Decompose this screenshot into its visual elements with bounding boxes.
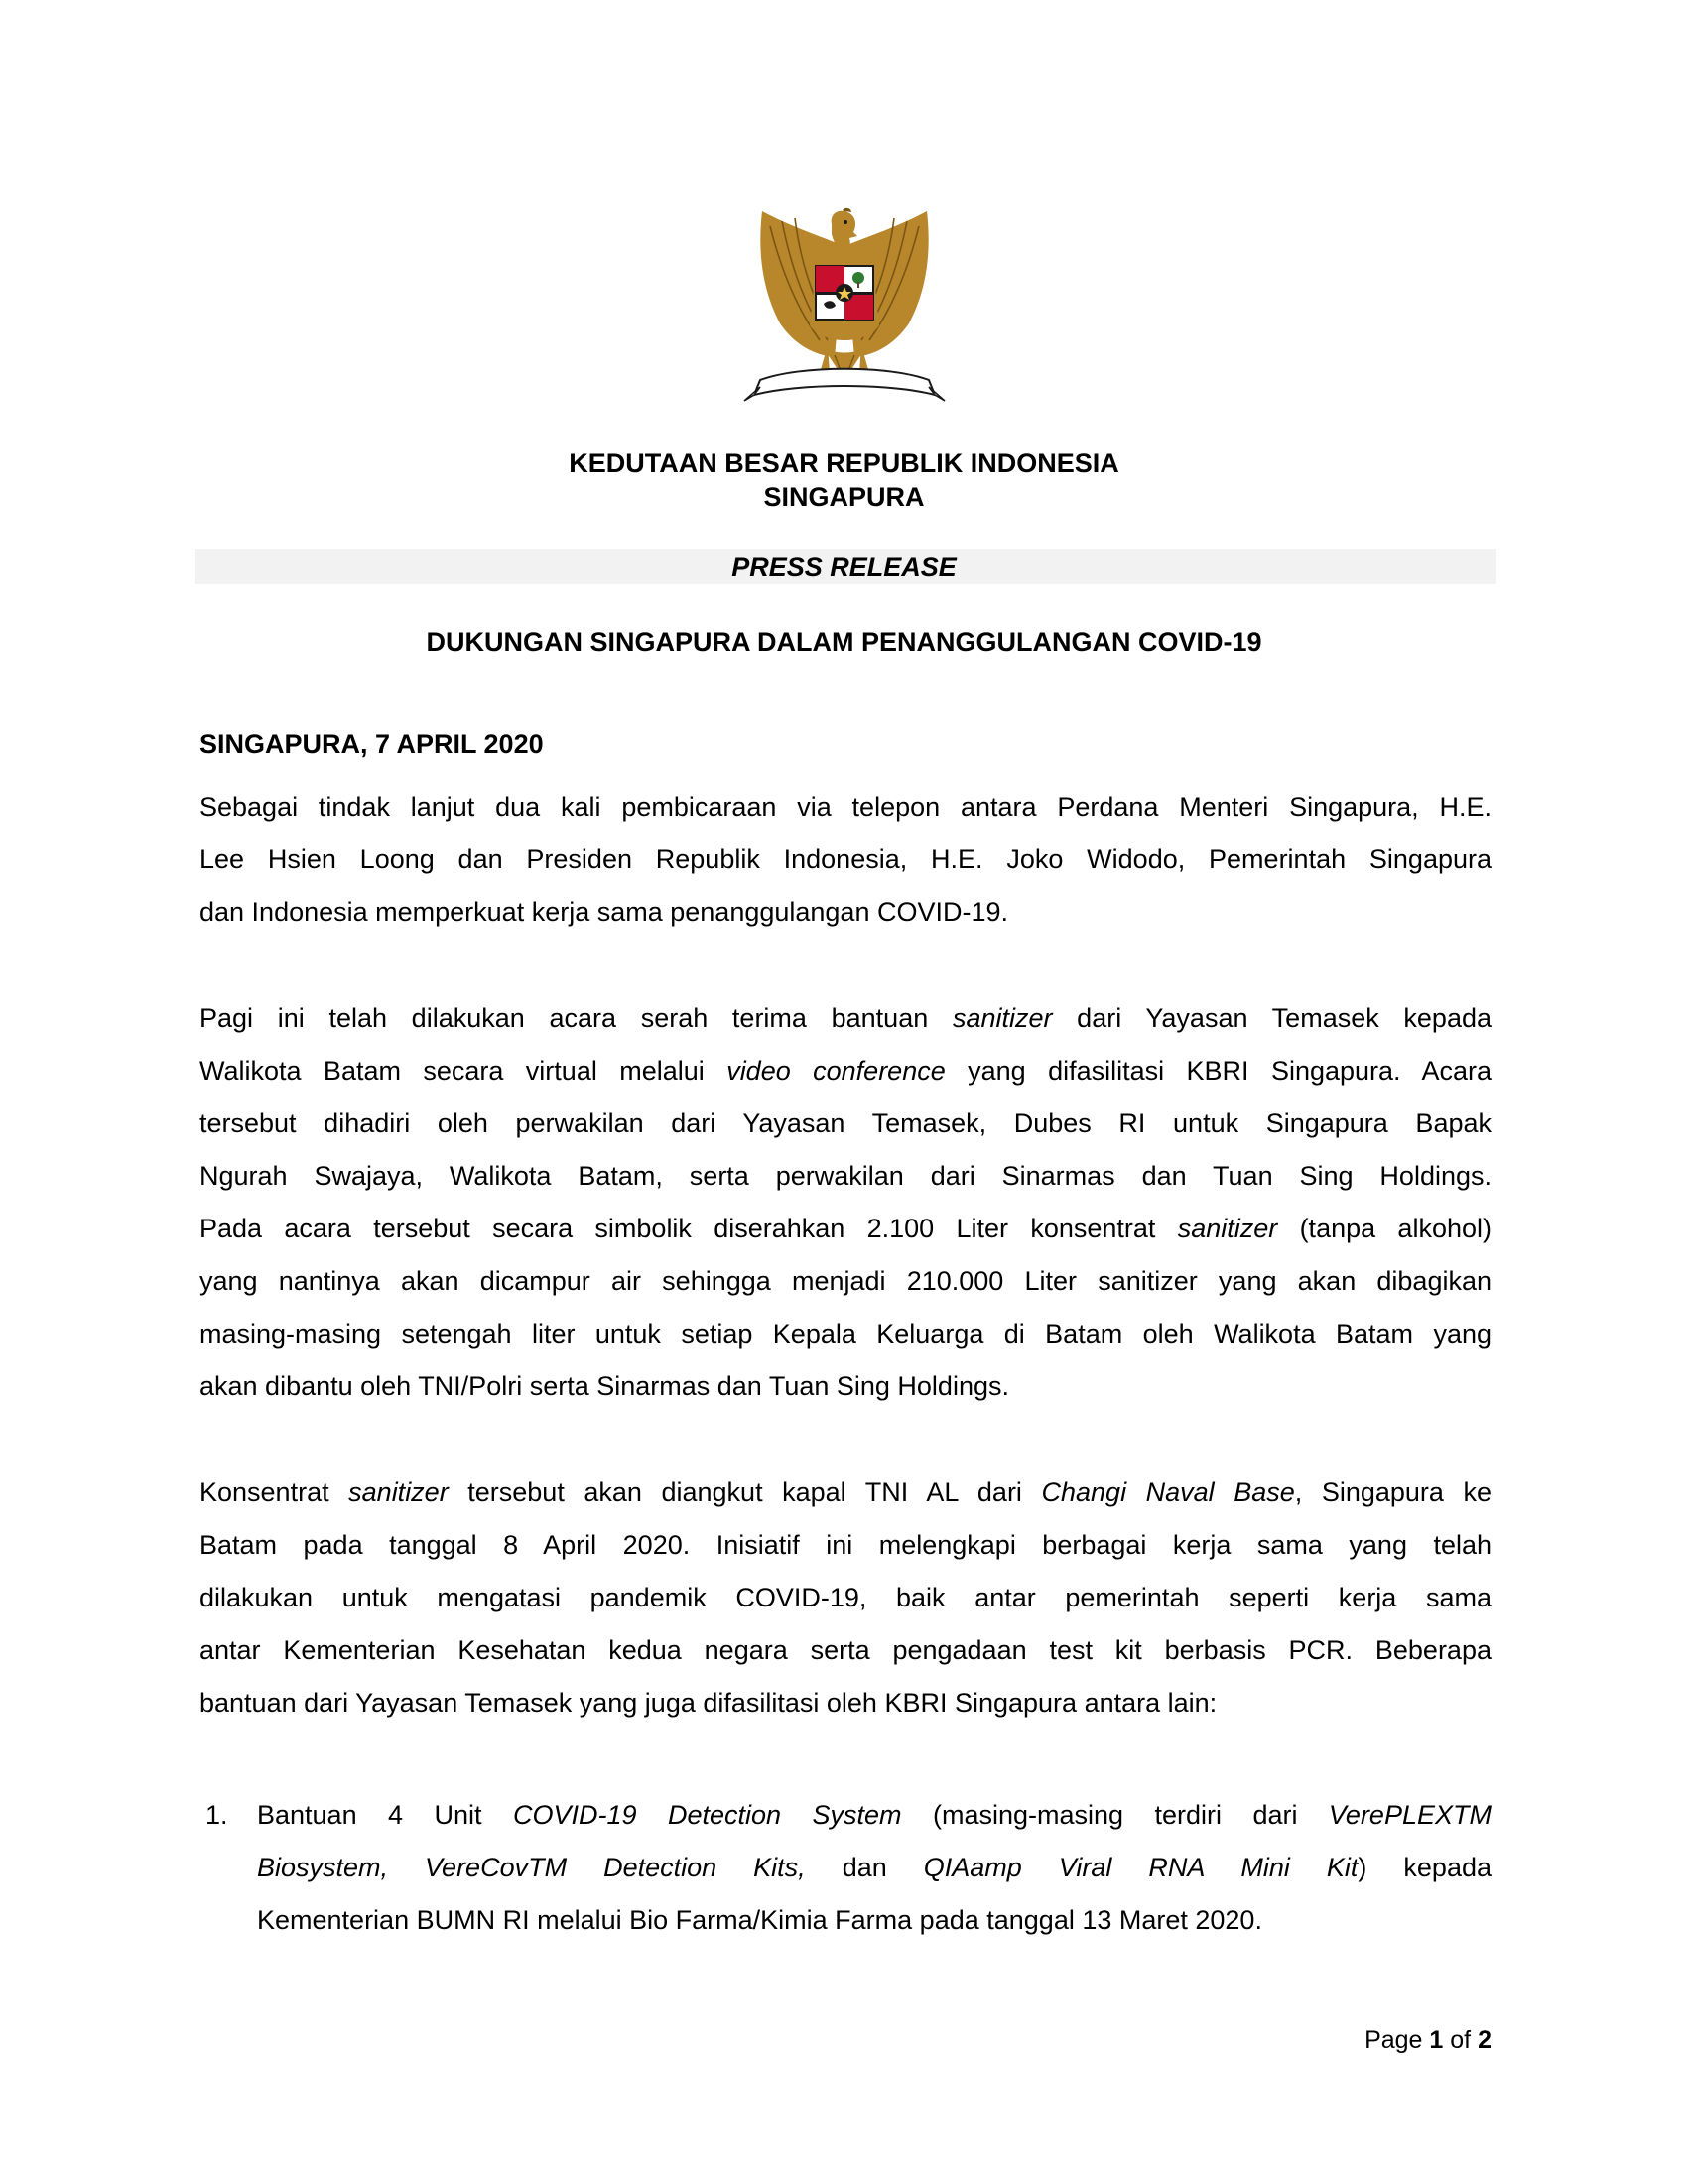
of-word: of: [1450, 2026, 1472, 2054]
text-line: Bantuan 4 Unit COVID-19 Detection System (masing-masing terdiri dari VerePLEXTM: [257, 1800, 1492, 1830]
page-current: 1: [1429, 2026, 1444, 2054]
paragraph-3: [199, 1467, 1492, 1730]
text-line: Kementerian BUMN RI melalui Bio Farma/Kimia Farma pada tanggal 13 Maret 2020.: [257, 1905, 1262, 1935]
page-number: [1364, 2024, 1492, 2056]
garuda-pancasila-emblem-icon: [740, 206, 949, 411]
text-line: masing-masing setengah liter untuk setiap Kepala Keluarga di Batam oleh Walikota Batam yang: [199, 1319, 1492, 1349]
text-line: dilakukan untuk mengatasi pandemik COVID-19, baik antar pemerintah seperti kerja sama: [199, 1583, 1492, 1612]
dateline: SINGAPURA, 7 APRIL 2020: [199, 729, 544, 759]
text-line: Biosystem, VereCovTM Detection Kits, dan QIAamp Viral RNA Mini Kit) kepada: [257, 1853, 1492, 1882]
list-item-text: [257, 1789, 1492, 1947]
text-line: Sebagai tindak lanjut dua kali pembicaraan via telepon antara Perdana Menteri Singapura, H.E.: [199, 792, 1492, 822]
paragraph-2: [199, 992, 1492, 1413]
text-line: Konsentrat sanitizer tersebut akan diangkut kapal TNI AL dari Changi Naval Base, Singapura ke: [199, 1477, 1493, 1507]
text-line: Ngurah Swajaya, Walikota Batam, serta perwakilan dari Sinarmas dan Tuan Sing Holdings.: [199, 1161, 1492, 1191]
text-line: akan dibantu oleh TNI/Polri serta Sinarmas dan Tuan Sing Holdings.: [199, 1371, 1009, 1401]
text-line: tersebut dihadiri oleh perwakilan dari Yayasan Temasek, Dubes RI untuk Singapura Bapak: [199, 1108, 1492, 1138]
text-line: Lee Hsien Loong dan Presiden Republik Indonesia, H.E. Joko Widodo, Pemerintah Singapura: [199, 844, 1492, 874]
text-line: Pagi ini telah dilakukan acara serah terima bantuan sanitizer dari Yayasan Temasek kepada: [199, 1003, 1492, 1033]
text-line: dan Indonesia memperkuat kerja sama penanggulangan COVID-19.: [199, 897, 1008, 927]
press-release-headline: DUKUNGAN SINGAPURA DALAM PENANGGULANGAN COVID-19: [426, 627, 1262, 657]
org-name-line-2: SINGAPURA: [763, 482, 925, 512]
list-item-number: 1.: [205, 1800, 228, 1830]
org-name-line-1: KEDUTAAN BESAR REPUBLIK INDONESIA: [569, 449, 1119, 478]
text-line: Pada acara tersebut secara simbolik diserahkan 2.100 Liter konsentrat sanitizer (tanpa alkohol): [199, 1214, 1492, 1243]
press-release-label: PRESS RELEASE: [731, 552, 957, 581]
text-line: bantuan dari Yayasan Temasek yang juga difasilitasi oleh KBRI Singapura antara lain:: [199, 1688, 1218, 1718]
text-line: antar Kementerian Kesehatan kedua negara serta pengadaan test kit berbasis PCR. Beberapa: [199, 1635, 1492, 1665]
page-word: Page: [1364, 2026, 1423, 2054]
page-total: 2: [1478, 2026, 1492, 2054]
text-line: Walikota Batam secara virtual melalui video conference yang difasilitasi KBRI Singapura. Acara: [199, 1056, 1493, 1086]
text-line: yang nantinya akan dicampur air sehingga menjadi 210.000 Liter sanitizer yang akan dibagikan: [199, 1266, 1492, 1296]
paragraph-1: [199, 781, 1492, 939]
text-line: Batam pada tanggal 8 April 2020. Inisiatif ini melengkapi berbagai kerja sama yang telah: [199, 1530, 1492, 1560]
